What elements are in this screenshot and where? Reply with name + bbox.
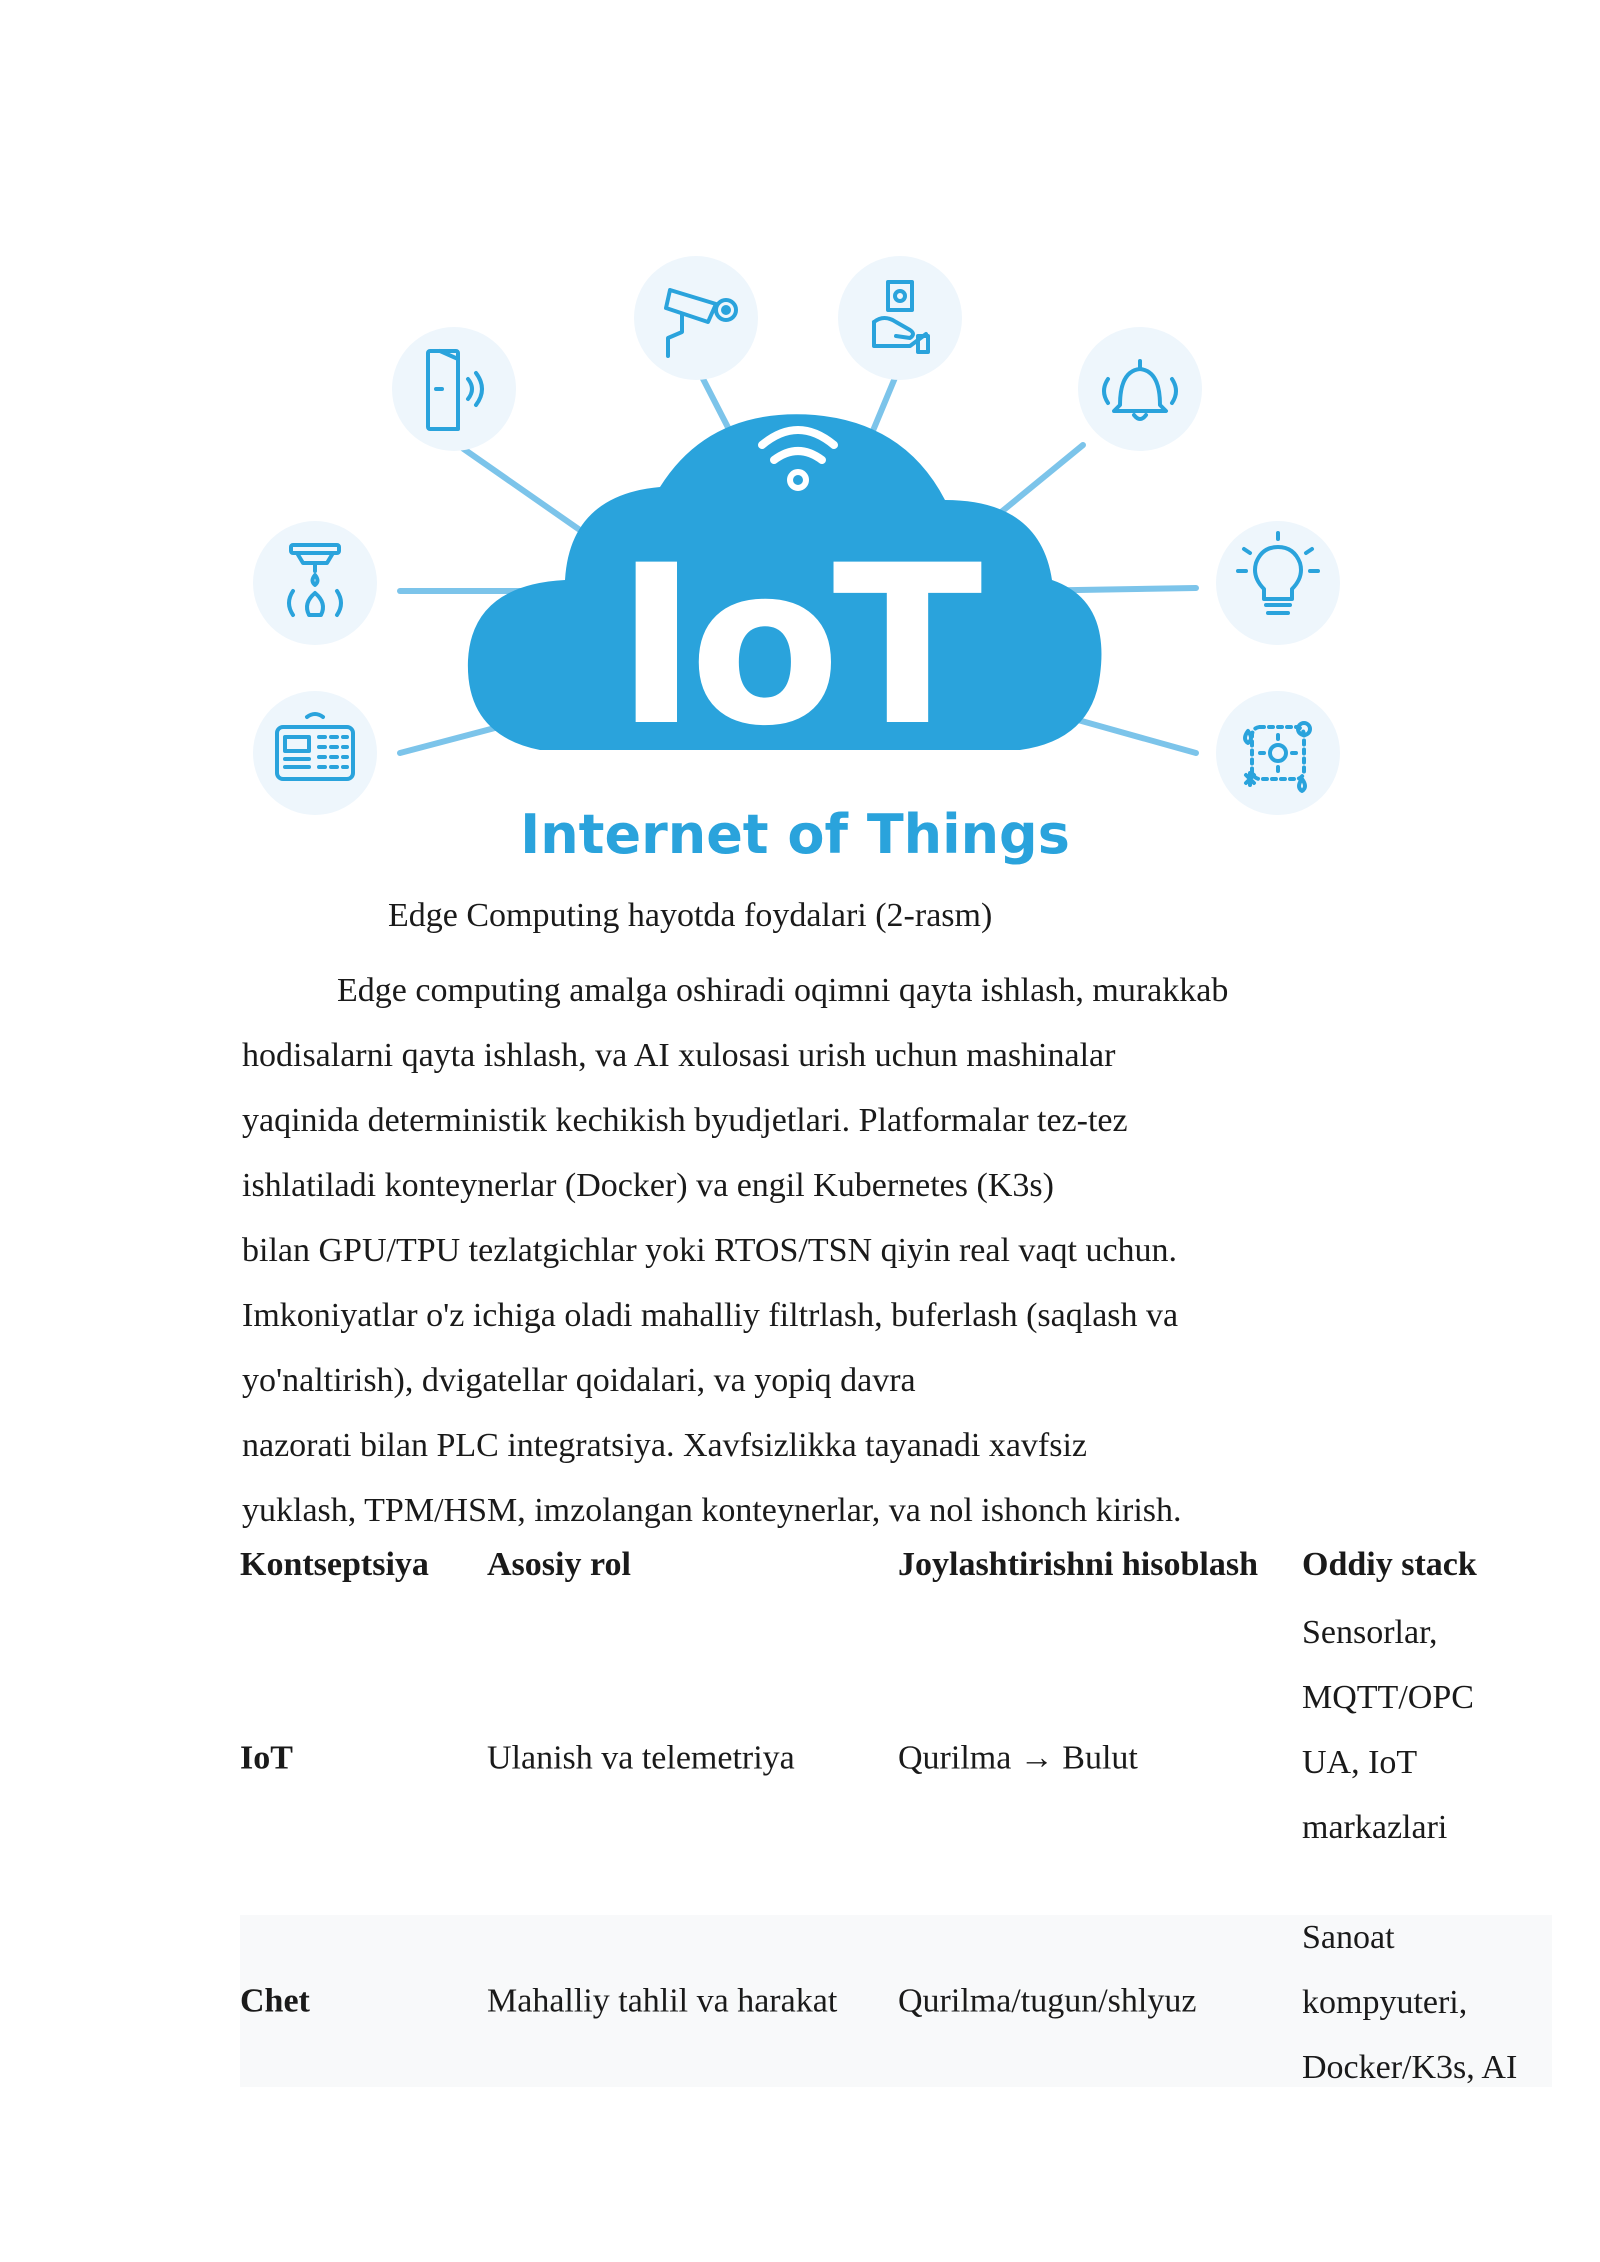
body-paragraph	[242, 958, 1382, 1543]
table-cell-role: Mahalliy tahlil va harakat	[487, 1982, 838, 2020]
stack-line: Sanoat	[1302, 1919, 1395, 1956]
paragraph-line: bilan GPU/TPU tezlatgichlar yoki RTOS/TSN qiyin real vaqt uchun.	[242, 1232, 1178, 1269]
paragraph-line: hodisalarni qayta ishlash, va AI xulosasi urish uchun mashinalar	[242, 1037, 1116, 1074]
paragraph-line: yaqinida deterministik kechikish byudjetlari. Platformalar tez-tez	[242, 1102, 1128, 1139]
table-row	[240, 1600, 1552, 1915]
stack-line: Docker/K3s, AI	[1302, 2049, 1518, 2086]
smart-bulb-icon	[1216, 521, 1340, 645]
table-header-row	[240, 1532, 1552, 1600]
iot-subtitle: Internet of Things	[520, 803, 1070, 866]
iot-illustration	[240, 255, 1360, 895]
paragraph-line: ishlatiladi konteynerlar (Docker) va engil Kubernetes (K3s)	[242, 1167, 1054, 1204]
table-cell-stack	[1302, 1600, 1552, 1860]
security-camera-icon	[634, 256, 758, 380]
table-cell-concept: Chet	[240, 1982, 310, 2020]
stack-line: markazlari	[1302, 1809, 1448, 1846]
door-sensor-icon	[392, 327, 516, 451]
table-row	[240, 1915, 1552, 2087]
climate-control-icon	[1216, 691, 1340, 815]
table-cell-role: Ulanish va telemetriya	[487, 1739, 795, 1776]
figure-caption: Edge Computing hayotda foydalari (2-rasm)	[388, 897, 993, 934]
table-header-cell: Joylashtirishni hisoblash	[898, 1546, 1258, 1583]
keypad-panel-icon	[253, 691, 377, 815]
table-cell-stack	[1302, 1905, 1552, 2100]
table-cell-placement: Qurilma/tugun/shlyuz	[898, 1982, 1197, 2020]
table-cell-placement: Qurilma → Bulut	[898, 1739, 1138, 1776]
table-header-cell: Oddiy stack	[1302, 1546, 1477, 1583]
paragraph-line: yo'naltirish), dvigatellar qoidalari, va yopiq davra	[242, 1362, 916, 1399]
paragraph-line: Edge computing amalga oshiradi oqimni qayta ishlash, murakkab	[337, 972, 1229, 1009]
alarm-bell-icon	[1078, 327, 1202, 451]
stack-line: UA, IoT	[1302, 1744, 1418, 1781]
table-cell-concept: IoT	[240, 1739, 293, 1776]
comparison-table	[240, 1532, 1552, 2087]
stack-line: MQTT/OPC	[1302, 1679, 1474, 1716]
table-header-cell: Asosiy rol	[487, 1546, 631, 1583]
smart-lock-icon	[838, 256, 962, 380]
paragraph-line: yuklash, TPM/HSM, imzolangan konteynerlar, va nol ishonch kirish.	[242, 1492, 1182, 1529]
paragraph-line: Imkoniyatlar o'z ichiga oladi mahalliy filtrlash, buferlash (saqlash va	[242, 1297, 1179, 1334]
stack-line: Sensorlar,	[1302, 1614, 1438, 1651]
stack-line: kompyuteri,	[1302, 1984, 1468, 2021]
iot-logo-text: IoT	[615, 518, 975, 774]
paragraph-line: nazorati bilan PLC integratsiya. Xavfsizlikka tayanadi xavfsiz	[242, 1427, 1088, 1464]
smoke-detector-icon	[253, 521, 377, 645]
table-header-cell: Kontseptsiya	[240, 1546, 429, 1583]
